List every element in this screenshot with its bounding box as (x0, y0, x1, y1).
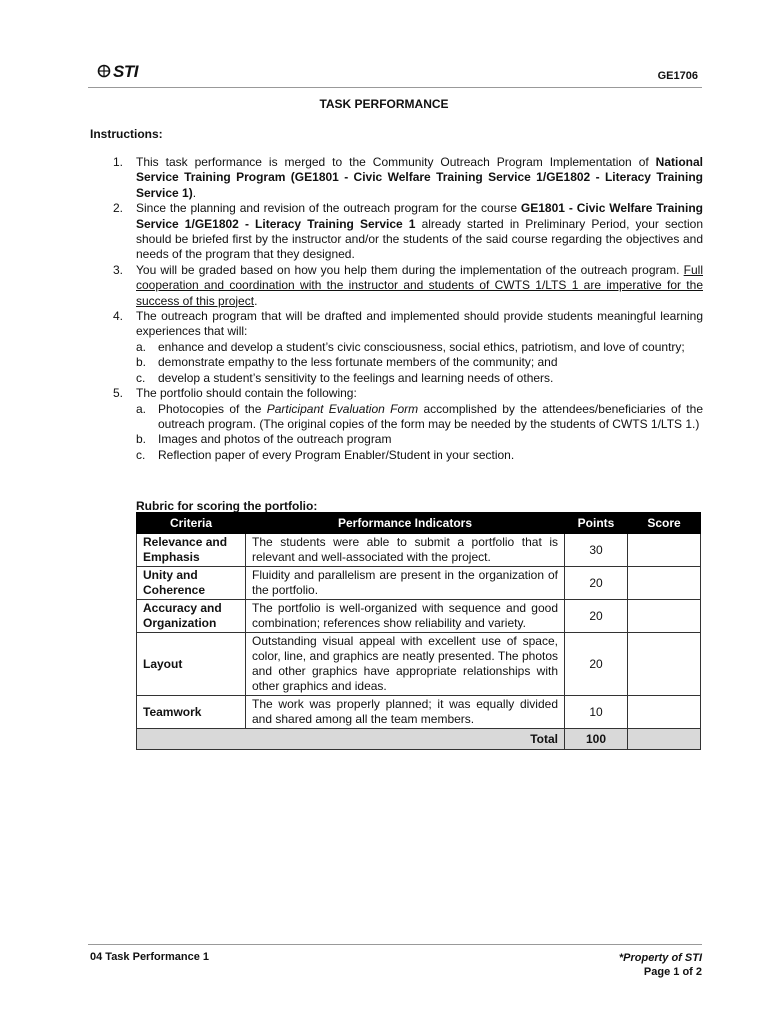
rubric-caption: Rubric for scoring the portfolio: (136, 499, 318, 513)
item-bold-text: National Service Training Program (GE1801 - Civic Welfare Training Service 1/GE1802 - Literacy Training Service 1) (136, 155, 703, 200)
item-number: 1. (113, 155, 124, 169)
sub-item (136, 402, 703, 433)
property-notice: *Property of STI (618, 952, 702, 964)
indicator-cell: The portfolio is well-organized with sequence and good combination; references show reliability and variety. (246, 600, 565, 633)
table-row (137, 633, 701, 696)
sub-item (136, 432, 703, 447)
sub-item-letter: b. (136, 432, 147, 447)
item-bold-text: GE1801 - Civic Welfare Training Service 1/GE1802 - Literacy Training Service 1 (136, 201, 703, 231)
total-points: 100 (565, 729, 628, 750)
points-cell: 20 (565, 633, 628, 696)
score-cell[interactable] (628, 534, 701, 567)
footer-doc-label: 04 Task Performance 1 (90, 951, 210, 963)
sub-item-letter: b. (136, 355, 147, 370)
sub-item (136, 340, 703, 355)
sub-item-letter: a. (136, 401, 147, 416)
criteria-cell: Relevance and Emphasis (137, 534, 246, 567)
item-text: Since the planning and revision of the outreach program for the course (136, 201, 521, 216)
instruction-item-3 (113, 263, 703, 309)
instruction-item-1 (113, 155, 703, 201)
total-label: Total (137, 729, 565, 750)
sub-item-letter: c. (136, 447, 146, 462)
instruction-item-5 (113, 386, 703, 463)
table-row (137, 534, 701, 567)
column-header-criteria: Criteria (137, 513, 246, 534)
points-cell: 20 (565, 567, 628, 600)
sub-item-text: Images and photos of the outreach program (158, 432, 392, 447)
indicator-cell: Fluidity and parallelism are present in the organization of the portfolio. (246, 567, 565, 600)
sub-item-text: accomplished by the attendees/beneficiaries of the outreach program. (The original copies of the form may be needed by the students of CWTS 1/LTS 1.) (158, 401, 703, 431)
rubric-header-row (137, 513, 701, 534)
score-cell[interactable] (628, 567, 701, 600)
sub-item (136, 371, 703, 386)
item-number: 3. (113, 262, 124, 277)
logo-text: STI (113, 62, 138, 81)
rubric-table (136, 512, 701, 750)
item-text: This task performance is merged to the Community Outreach Program Implementation of (136, 155, 656, 169)
criteria-cell: Teamwork (137, 696, 246, 729)
column-header-indicators: Performance Indicators (246, 513, 565, 534)
item-underlined-text: Full cooperation and coordination with the instructor and students of CWTS 1/LTS 1 are imperative for the success of this project (136, 262, 703, 308)
indicator-cell: Outstanding visual appeal with excellent use of space, color, line, and graphics are neatly presented. The photos and other graphics have appropriate relationships with other graphics and ideas. (246, 633, 565, 696)
sub-item (136, 448, 703, 463)
sub-item (136, 355, 703, 370)
item-number: 2. (113, 201, 124, 216)
sub-item-text: enhance and develop a student’s civic consciousness, social ethics, patriotism, and love of country; (158, 339, 685, 354)
score-cell[interactable] (628, 696, 701, 729)
footer-divider (88, 944, 702, 945)
points-cell: 30 (565, 534, 628, 567)
item-text: The portfolio should contain the following: (136, 386, 357, 401)
table-row (137, 696, 701, 729)
sub-item-text: Photocopies of the (158, 401, 267, 416)
sub-item-letter: c. (136, 370, 146, 385)
item-text: You will be graded based on how you help them during the implementation of the outreach program. (136, 262, 684, 277)
footer-right (619, 951, 702, 979)
sti-logo-icon (96, 64, 112, 78)
page-title: TASK PERFORMANCE (319, 97, 449, 111)
total-score[interactable] (628, 729, 701, 750)
criteria-cell: Accuracy and Organization (137, 600, 246, 633)
document-code: GE1706 (657, 70, 698, 82)
score-cell[interactable] (628, 633, 701, 696)
item-number: 5. (113, 386, 124, 401)
column-header-points: Points (565, 513, 628, 534)
criteria-cell: Layout (137, 633, 246, 696)
points-cell: 10 (565, 696, 628, 729)
instructions-heading: Instructions: (90, 127, 163, 141)
total-row (137, 729, 701, 750)
sub-item-text: demonstrate empathy to the less fortunate members of the community; and (158, 355, 558, 370)
table-row (137, 567, 701, 600)
sti-logo (96, 62, 138, 82)
page-number: Page 1 of 2 (643, 966, 702, 978)
instructions-list (113, 155, 703, 463)
sub-item-letter: a. (136, 339, 147, 354)
criteria-cell: Unity and Coherence (137, 567, 246, 600)
score-cell[interactable] (628, 600, 701, 633)
instruction-item-2 (113, 201, 703, 263)
table-row (137, 600, 701, 633)
indicator-cell: The students were able to submit a portfolio that is relevant and well-associated with the project. (246, 534, 565, 567)
item-number: 4. (113, 309, 124, 324)
item-text: . (192, 185, 197, 200)
points-cell: 20 (565, 600, 628, 633)
sub-item-text: develop a student’s sensitivity to the feelings and learning needs of others. (158, 370, 554, 385)
sub-item-italic-text: Participant Evaluation Form (266, 401, 419, 416)
item-text: already started in Preliminary Period, your section should be briefed first by the instructor and/or the students of the said course regarding the objectives and needs of the program that they designed. (136, 216, 703, 262)
item-text: The outreach program that will be drafted and implemented should provide students meaningful learning experiences that will: (136, 309, 703, 339)
sub-item-text: Reflection paper of every Program Enabler/Student in your section. (158, 447, 515, 462)
column-header-score: Score (628, 513, 701, 534)
header-divider (88, 87, 702, 88)
instruction-item-4 (113, 309, 703, 386)
item-text: . (254, 293, 258, 308)
indicator-cell: The work was properly planned; it was equally divided and shared among all the team members. (246, 696, 565, 729)
